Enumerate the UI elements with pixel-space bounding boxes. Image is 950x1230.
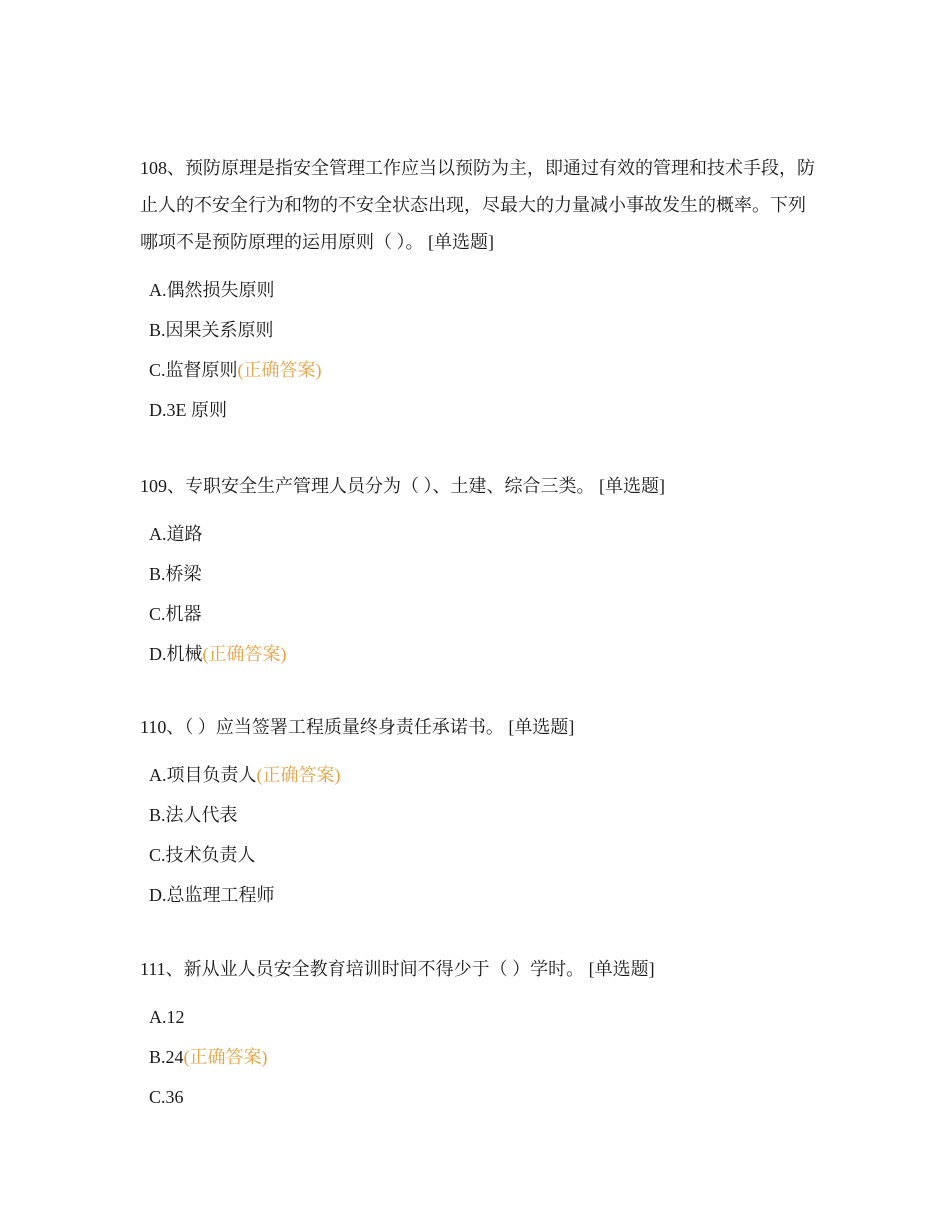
correct-answer-marker: (正确答案) — [256, 765, 341, 785]
option-text: A.道路 — [149, 524, 203, 544]
option-a — [149, 997, 820, 1037]
option-text: B.24 — [149, 1047, 184, 1067]
option-list — [149, 514, 820, 674]
correct-answer-marker: (正确答案) — [183, 1047, 268, 1067]
question-108 — [140, 150, 820, 430]
option-text: D.3E 原则 — [149, 400, 227, 420]
option-b — [149, 310, 820, 350]
question-stem: 109、专职安全生产管理人员分为（ ）、土建、综合三类。 [单选题] — [140, 476, 665, 496]
question-stem: 111、新从业人员安全教育培训时间不得少于（ ）学时。 [单选题] — [140, 959, 655, 979]
option-text: B.法人代表 — [149, 805, 238, 825]
option-list — [149, 755, 820, 915]
option-text: A.项目负责人 — [149, 765, 257, 785]
option-list — [149, 270, 820, 430]
option-text: C.监督原则 — [149, 360, 238, 380]
question-stem: 108、预防原理是指安全管理工作应当以预防为主，即通过有效的管理和技术手段，防止人的不安全行为和物的不安全状态出现，尽最大的力量减小事故发生的概率。下列哪项不是预防原理的运用原则（ ）。 [单选题] — [140, 158, 815, 252]
option-text: A.偶然损失原则 — [149, 280, 275, 300]
option-d — [149, 875, 820, 915]
option-c — [149, 1077, 820, 1117]
option-a — [149, 514, 820, 554]
option-text: A.12 — [149, 1007, 185, 1027]
option-d — [149, 390, 820, 430]
option-text: B.因果关系原则 — [149, 320, 274, 340]
option-a — [149, 755, 820, 795]
option-a — [149, 270, 820, 310]
question-stem: 110、（ ）应当签署工程质量终身责任承诺书。 [单选题] — [140, 717, 575, 737]
option-text: C.技术负责人 — [149, 845, 256, 865]
option-b — [149, 554, 820, 594]
option-text: D.总监理工程师 — [149, 885, 275, 905]
option-text: C.36 — [149, 1087, 184, 1107]
option-d — [149, 634, 820, 674]
question-109 — [140, 468, 820, 674]
correct-answer-marker: (正确答案) — [202, 644, 287, 664]
option-text: C.机器 — [149, 604, 202, 624]
correct-answer-marker: (正确答案) — [237, 360, 322, 380]
option-b — [149, 1037, 820, 1077]
option-b — [149, 795, 820, 835]
question-110 — [140, 709, 820, 915]
option-text: D.机械 — [149, 644, 203, 664]
option-c — [149, 350, 820, 390]
question-111 — [140, 951, 820, 1117]
option-text: B.桥梁 — [149, 564, 202, 584]
option-list — [149, 997, 820, 1117]
option-c — [149, 835, 820, 875]
option-c — [149, 594, 820, 634]
